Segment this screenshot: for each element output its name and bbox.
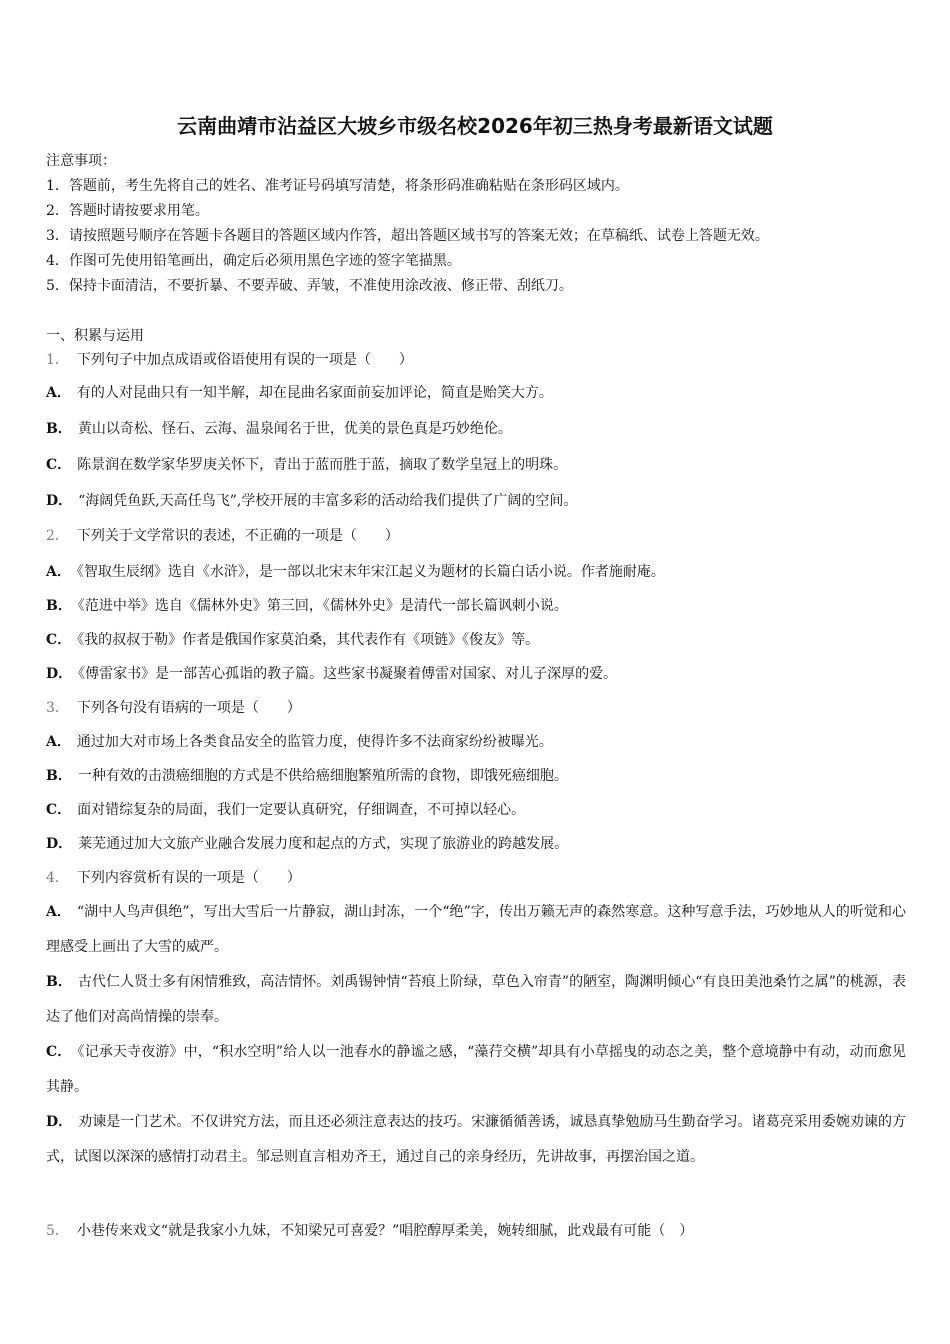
option (46, 664, 617, 684)
notice-item: 5．保持卡面清洁，不要折暴、不要弄破、弄皱，不准使用涂改液、修正带、刮纸刀。 (46, 278, 573, 294)
option-text: 通过加大对市场上各类食品安全的监管力度，使得许多不法商家纷纷被曝光。 (76, 734, 553, 750)
option-label: D． (46, 493, 73, 509)
option-text: 《傅雷家书》是一部苦心孤诣的教子篇。这些家书凝聚着傅雷对国家、对儿子深厚的爱。 (78, 666, 618, 682)
option (46, 895, 906, 965)
option-text: 一种有效的击溃癌细胞的方式是不供给癌细胞繁殖所需的食物，即饿死癌细胞。 (77, 768, 568, 784)
option (46, 1035, 906, 1105)
option (46, 800, 525, 820)
option-text: 有的人对昆曲只有一知半解，却在昆曲名家面前妄加评论，简直是贻笑大方。 (76, 385, 553, 401)
question-stem (46, 526, 399, 546)
question-number: 5． (46, 1223, 69, 1239)
option-text: 《记承天寺夜游》中，“积水空明”给人以一池春水的静谧之感，“藻荇交横”却具有小草摇曳的动态之美，整个意境静中有动，动而愈见其静。 (46, 1044, 906, 1095)
option-label: A． (46, 734, 71, 750)
question-number: 3． (46, 700, 69, 716)
option-text: 面对错综复杂的局面，我们一定要认真研究，仔细调查，不可掉以轻心。 (77, 802, 526, 818)
option-text: 黄山以奇松、怪石、云海、温泉闻名于世，优美的景色真是巧妙绝伦。 (77, 421, 512, 437)
option (46, 834, 568, 854)
question-text: 下列句子中加点成语或俗语使用有误的一项是（ ） (76, 352, 413, 368)
option-label: C． (46, 632, 72, 648)
page-title: 云南曲靖市沾益区大坡乡市级名校2026年初三热身考最新语文试题 (177, 114, 773, 138)
option (46, 766, 568, 786)
option-label: B． (46, 974, 72, 990)
option-text: 劝谏是一门艺术。不仅讲究方法，而且还必须注意表达的技巧。宋濂循循善诱，诚恳真挚勉励马生勤奋学习。诸葛亮采用委婉劝谏的方式，试图以深深的感情打动君主。邹忌则直言相劝齐王，通过自己的亲身经历，先讲故事，再摆治国之道。 (46, 1114, 906, 1165)
option (46, 491, 577, 511)
option-label: B． (46, 768, 72, 784)
notice-item: 4．作图可先使用铅笔画出，确定后必须用黑色字迹的签字笔描黑。 (46, 253, 461, 269)
section-heading: 一、积累与运用 (46, 328, 144, 344)
option-text: “湖中人鸟声俱绝”，写出大雪后一片静寂，湖山封冻，一个“绝”字，传出万籁无声的森然寒意。这种写意手法，巧妙地从人的听觉和心理感受上画出了大雪的威严。 (46, 904, 906, 955)
option-label: D． (46, 1114, 73, 1130)
notice-item: 3．请按照题号顺序在答题卡各题目的答题区域内作答，超出答题区域书写的答案无效；在草稿纸、试卷上答题无效。 (46, 228, 769, 244)
notice-item: 1．答题前，考生先将自己的姓名、准考证号码填写清楚，将条形码准确粘贴在条形码区域内。 (46, 178, 629, 194)
option-label: B． (46, 421, 72, 437)
option-label: A． (46, 564, 71, 580)
option-label: C． (46, 802, 72, 818)
option (46, 596, 568, 616)
question-text: 下列各句没有语病的一项是（ ） (76, 700, 301, 716)
question-number: 2． (46, 528, 69, 544)
option (46, 1105, 906, 1175)
option-text: “海阔凭鱼跃,天高任鸟飞”,学校开展的丰富多彩的活动给我们提供了广阔的空间。 (78, 493, 578, 509)
question-stem (46, 868, 301, 888)
notice-item: 2．答题时请按要求用笔。 (46, 203, 209, 219)
option (46, 419, 512, 439)
question-text: 下列关于文学常识的表述，不正确的一项是（ ） (76, 528, 399, 544)
option-text: 《智取生辰纲》选自《水浒》，是一部以北宋末年宋江起义为题材的长篇白话小说。作者施耐庵。 (76, 564, 665, 580)
option (46, 732, 553, 752)
option-text: 《我的叔叔于勒》作者是俄国作家莫泊桑，其代表作有《项链》《俊友》等。 (77, 632, 540, 648)
option-label: D． (46, 666, 73, 682)
question-stem (46, 350, 413, 370)
option-text: 陈景润在数学家华罗庚关怀下，青出于蓝而胜于蓝，摘取了数学皇冠上的明珠。 (77, 457, 568, 473)
option (46, 562, 665, 582)
option-label: B． (46, 598, 72, 614)
option-text: 古代仁人贤士多有闲情雅致，高洁情怀。刘禹锡钟情“苔痕上阶绿，草色入帘青”的陋室，陶渊明倾心“有良田美池桑竹之属”的桃源，表达了他们对高尚情操的崇奉。 (46, 974, 906, 1025)
option (46, 455, 567, 475)
question-text: 小巷传来戏文“就是我家小九妹，不知梁兄可喜爱？”唱腔醇厚柔美，婉转细腻，此戏最有可能（ ） (76, 1223, 694, 1239)
option-text: 《范进中举》选自《儒林外史》第三回，《儒林外史》是清代一部长篇讽刺小说。 (77, 598, 568, 614)
option (46, 630, 539, 650)
question-number: 1． (46, 352, 69, 368)
question-number: 4． (46, 870, 69, 886)
option-label: D． (46, 836, 73, 852)
question-stem (46, 1221, 693, 1241)
option (46, 383, 553, 403)
option-label: A． (46, 385, 71, 401)
notice-header: 注意事项： (46, 153, 116, 169)
option-label: C． (46, 1044, 72, 1060)
question-text: 下列内容赏析有误的一项是（ ） (76, 870, 301, 886)
option-text: 莱芜通过加大文旅产业融合发展力度和起点的方式，实现了旅游业的跨越发展。 (78, 836, 569, 852)
option-label: C． (46, 457, 72, 473)
option-label: A． (46, 904, 71, 920)
option (46, 965, 906, 1035)
question-stem (46, 698, 301, 718)
